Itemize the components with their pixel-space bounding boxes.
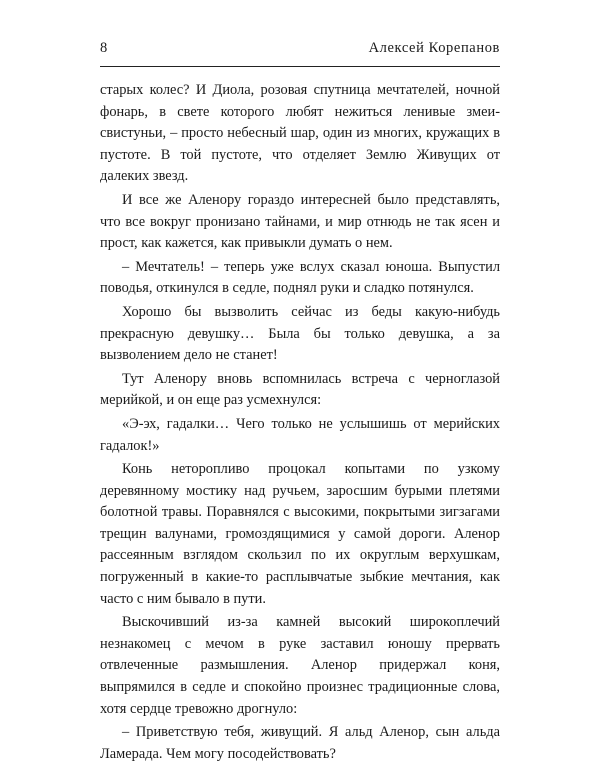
paragraph: Выскочивший из-за камней высокий широкоплечий незнакомец с мечом в руке заставил юношу прервать отвлеченные размышления. Аленор придержал коня, выпрямился в седле и спокойно произнес традиционные слова, хотя сердце тревожно дрогнуло: [100,614,500,717]
page-number: 8 [100,40,108,56]
paragraph: старых колес? И Диола, розовая спутница мечтателей, ночной фонарь, в свете которого любят нежиться ленивые змеи-свистуньи, – просто небесный шар, один из многих, кружащих в пустоте. В той пустоте, что отделяет Землю Живущих от далеких звезд. [100,82,500,185]
paragraph: Конь неторопливо процокал копытами по узкому деревянному мостику над ручьем, заросшим бурыми плетями болотной травы. Поравнялся с высокими, покрытыми зигзагами трещин валунами, громоздящимися у самой дороги. Аленор рассеянным взглядом скользил по их округлым верхушкам, погруженный в какие-то расплывчатые зыбкие мечтания, как часто с ним бывало в пути. [100,461,500,607]
paragraph: – Мечтатель! – теперь уже вслух сказал юноша. Выпустил поводья, откинулся в седле, поднял руки и сладко потянулся. [100,258,500,297]
running-head [100,40,500,60]
paragraph: Хорошо бы вызволить сейчас из беды какую-нибудь прекрасную девушку… Была бы только девушка, а за вызволением дело не станет! [100,303,500,364]
paragraph: «Э-эх, гадалки… Чего только не услышишь от мерийских гадалок!» [100,415,500,454]
header-rule [100,66,500,67]
paragraph: И все же Аленору гораздо интересней было представлять, что все вокруг пронизано тайнами, и мир отнюдь не так ясен и прост, как кажется, как привыкли думать о нем. [100,191,500,252]
paragraph: Тут Аленору вновь вспомнилась встреча с черноглазой мерийкой, и он еще раз усмехнулся: [100,370,500,409]
author-name: Алексей Корепанов [368,40,500,56]
body-text [100,80,500,767]
paragraph: – Приветствую тебя, живущий. Я альд Аленор, сын альда Ламерада. Чем могу посодействовать? [100,724,500,762]
